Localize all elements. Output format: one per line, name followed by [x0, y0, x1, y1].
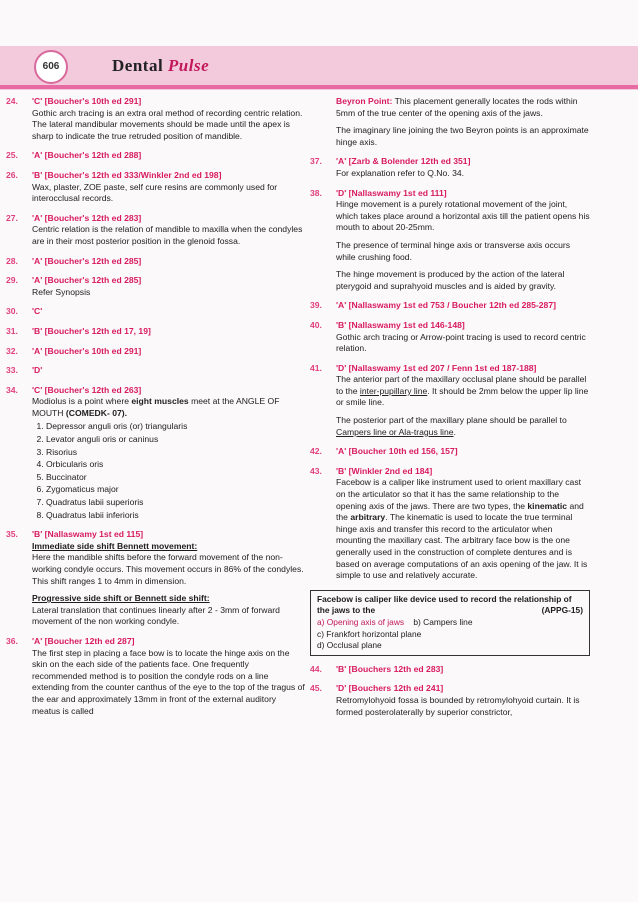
- question-number: 33.: [6, 365, 18, 376]
- text-part: . The kinematic is used to locate the true terminal hinge axis and transfer this record to the articulator when mounting the maxillary cast. The arbitrary face bow is the one generally used in the construction of complete dentures and is based on average computations of an axis opening of the jaw. It is simple to use and relatively accurate.: [336, 512, 588, 581]
- beyron-point: [310, 96, 590, 148]
- page-number-badge: [34, 50, 68, 84]
- list-item: 4. Orbicularis oris: [46, 459, 306, 471]
- explanation: Gothic arch tracing is an extra oral method of recording centric relation. The lateral mandibular movements should be made until the apex is sharp to indicate the true retruded position of mandible.: [32, 107, 303, 141]
- answer-ref: 'A' [Boucher's 12th ed 283]: [32, 212, 142, 223]
- text-part: This placement generally locates the rods within 5mm of the true center of the opening axis of the jaws.: [336, 96, 578, 118]
- explanation: [32, 396, 306, 419]
- explanation: Gothic arch tracing or Arrow-point tracing is used to record centric relation.: [336, 331, 586, 354]
- explanation: The first step in placing a face bow is to locate the hinge axis on the skin on the each side of the patients face. One frequently recommended method is to position the condyle rods on a line extending from the counter canthus of the eye to the top of the tragus of the ear and approximately 13mm in front of the external auditory meatus is called: [32, 647, 305, 716]
- underlined-term: Campers line or Ala-tragus line: [336, 426, 454, 437]
- answer-41: [310, 363, 590, 439]
- list-item: 2. Levator anguli oris or caninus: [46, 434, 306, 446]
- answer-ref: 'D' [Nallaswamy 1st ed 207 / Fenn 1st ed 187-188]: [336, 362, 537, 373]
- question-number: 30.: [6, 306, 18, 317]
- answer-ref: 'B' [Bouchers 12th ed 283]: [336, 663, 444, 674]
- answer-ref: 'D' [Bouchers 12th ed 241]: [336, 683, 444, 694]
- explanation: The imaginary line joining the two Beyron points is an approximate hinge axis.: [336, 125, 589, 147]
- answer-43: [310, 466, 590, 582]
- question-number: 43.: [310, 465, 322, 476]
- text-part: The posterior part of the maxillary plane should be parallel to: [336, 415, 567, 426]
- term: arbitrary: [350, 512, 386, 523]
- text-part: and the: [336, 500, 584, 523]
- answer-28: [6, 256, 306, 268]
- explanation: Refer Synopsis: [32, 286, 91, 297]
- text-part: Modiolus is a point where: [32, 396, 129, 407]
- list-item: 6. Zygomaticus major: [46, 484, 306, 496]
- list-item: 1. Depressor anguli oris (or) triangularis: [46, 421, 306, 433]
- text-part: .: [453, 426, 456, 437]
- explanation: Hinge movement is a purely rotational movement of the joint, which takes place around a horizontal axis till the patient opens his mouth to about 20-25mm.: [336, 199, 590, 233]
- answer-ref: 'B' [Boucher's 12th ed 333/Winkler 2nd ed 198]: [32, 169, 222, 180]
- box-question: [317, 594, 583, 617]
- question-number: 37.: [310, 156, 322, 167]
- explanation: For explanation refer to Q.No. 34.: [336, 167, 465, 178]
- explanation: Lateral translation that continues linearly after 2 - 3mm of forward movement of the non working condyle.: [32, 604, 280, 627]
- left-column: [6, 96, 306, 725]
- option-b: b) Campers line: [413, 616, 473, 627]
- answer-ref: 'B' [Winkler 2nd ed 184]: [336, 465, 433, 476]
- subheading: Immediate side shift Bennett movement:: [32, 540, 198, 551]
- explanation: Centric relation is the relation of mandible to maxilla when the condyles are in their most posterior position in the glenoid fossa.: [32, 224, 303, 246]
- answer-ref: 'C' [Boucher's 12th ed 263]: [32, 384, 142, 395]
- answer-ref: 'D' [Nallaswamy 1st ed 111]: [336, 187, 447, 198]
- question-number: 39.: [310, 300, 322, 311]
- subheading: Progressive side shift or Bennett side shift:: [32, 593, 210, 604]
- answer-ref: 'C': [32, 306, 43, 317]
- answer-ref: 'A' [Boucher 12th ed 287]: [32, 635, 135, 646]
- explanation: The hinge movement is produced by the action of the lateral pterygoid and suprahyoid muscles and is aided by gravity.: [336, 269, 565, 291]
- answer-31: [6, 326, 306, 338]
- underlined-term: inter-pupillary line: [359, 385, 428, 396]
- text-part: meet at the ANGLE OF MOUTH: [32, 396, 280, 418]
- exam-tag: (APPG-15): [541, 605, 583, 616]
- answer-ref: 'B' [Nallaswamy 1st ed 146-148]: [336, 319, 465, 330]
- answer-38: [310, 188, 590, 293]
- explanation: [336, 477, 590, 581]
- question-number: 35.: [6, 529, 18, 540]
- explanation: [336, 96, 590, 119]
- answer-35: [6, 529, 306, 628]
- box-options-row: [317, 617, 583, 629]
- term: Beyron Point:: [336, 96, 393, 106]
- brand-bold: Dental: [112, 56, 164, 75]
- answer-ref: 'B' [Boucher's 12th ed 17, 19]: [32, 325, 151, 336]
- answer-ref: 'A' [Boucher's 12th ed 285]: [32, 275, 142, 286]
- list-item: 5. Buccinator: [46, 472, 306, 484]
- question-number: 41.: [310, 362, 322, 373]
- question-number: 40.: [310, 319, 322, 330]
- question-number: 29.: [6, 275, 18, 286]
- answer-ref: 'C' [Boucher's 10th ed 291]: [32, 96, 142, 106]
- answer-32: [6, 346, 306, 358]
- term: kinematic: [527, 500, 568, 511]
- answer-25: [6, 150, 306, 162]
- answer-29: [6, 275, 306, 298]
- option-a: a) Opening axis of jaws: [317, 616, 405, 627]
- explanation: Here the mandible shifts before the forward movement of the non-working condyle occurs. This movement occurs in 86% of the condyles. This shift ranges 1 to 4mm in dimension.: [32, 552, 304, 586]
- explanation: [336, 374, 590, 409]
- answer-34: [6, 385, 306, 522]
- explanation: Retromylohyoid fossa is bounded by retromylohyoid curtain. It is formed posterolaterally by superior constrictor,: [336, 694, 580, 717]
- question-number: 31.: [6, 325, 18, 336]
- page-number: 606: [42, 61, 60, 72]
- list-item: 7. Quadratus labii superioris: [46, 497, 306, 509]
- question-number: 25.: [6, 150, 18, 161]
- answer-33: [6, 365, 306, 377]
- text-part: . It should be 2mm below the upper lip line or smile line.: [336, 385, 589, 408]
- header-accent-strip: [0, 85, 638, 89]
- question-number: 32.: [6, 345, 18, 356]
- answer-45: [310, 683, 590, 718]
- answer-ref: 'A' [Boucher's 12th ed 288]: [32, 150, 142, 161]
- explanation: Wax, plaster, ZOE paste, self cure resins are commonly used for interocclusal records.: [32, 181, 278, 204]
- answer-39: [310, 300, 590, 312]
- answer-26: [6, 170, 306, 205]
- question-number: 42.: [310, 446, 322, 457]
- answer-ref: 'A' [Boucher's 10th ed 291]: [32, 345, 142, 356]
- question-box: [310, 590, 590, 656]
- question-number: 44.: [310, 663, 322, 674]
- question-number: 34.: [6, 384, 18, 395]
- answer-36: [6, 636, 306, 717]
- answer-40: [310, 320, 590, 355]
- question-number: 38.: [310, 187, 322, 198]
- explanation: The presence of terminal hinge axis or transverse axis occurs while crushing food.: [336, 239, 571, 262]
- answer-ref: 'A' [Boucher 10th ed 156, 157]: [336, 446, 458, 457]
- list-item: 3. Risorius: [46, 447, 306, 459]
- question-number: 36.: [6, 635, 18, 646]
- answer-44: [310, 664, 590, 676]
- answer-37: [310, 156, 590, 179]
- question-number: 45.: [310, 683, 322, 694]
- answer-42: [310, 446, 590, 458]
- answer-27: [6, 213, 306, 248]
- box-title: Facebow is caliper like device used to record the relationship of the jaws to the: [317, 593, 572, 616]
- explanation: [336, 415, 590, 438]
- answer-ref: 'D': [32, 365, 43, 376]
- page-header-band: [0, 46, 638, 90]
- brand-italic: Pulse: [167, 56, 210, 75]
- answer-ref: 'A' [Zarb & Bolender 12th ed 351]: [336, 156, 471, 167]
- question-number: 27.: [6, 212, 18, 223]
- question-number: 28.: [6, 255, 18, 266]
- exam-tag: (COMEDK- 07).: [65, 407, 128, 418]
- muscle-list: [32, 421, 306, 521]
- text-part: Facebow is a caliper like instrument used to orient maxillary cast on the articulator so that it has the same relationship to the opening axis of the jaws. There are two types, the: [336, 477, 582, 511]
- emphasis: eight muscles: [131, 396, 189, 407]
- question-number: 26.: [6, 169, 18, 180]
- brand-title: [112, 56, 209, 76]
- option-d: d) Occlusal plane: [317, 640, 382, 651]
- answer-24: [6, 96, 306, 142]
- right-column: [310, 96, 590, 726]
- question-number: 24.: [6, 96, 18, 106]
- answer-ref: 'B' [Nallaswamy 1st ed 115]: [32, 529, 144, 540]
- answer-ref: 'A' [Boucher's 12th ed 285]: [32, 255, 142, 266]
- answer-ref: 'A' [Nallaswamy 1st ed 753 / Boucher 12th ed 285-287]: [336, 300, 556, 311]
- list-item: 8. Quadratus labii inferioris: [46, 510, 306, 522]
- text-part: The anterior part of the maxillary occlusal plane should be parallel to the: [336, 374, 587, 396]
- answer-30: [6, 306, 306, 318]
- option-c: c) Frankfort horizontal plane: [317, 628, 422, 639]
